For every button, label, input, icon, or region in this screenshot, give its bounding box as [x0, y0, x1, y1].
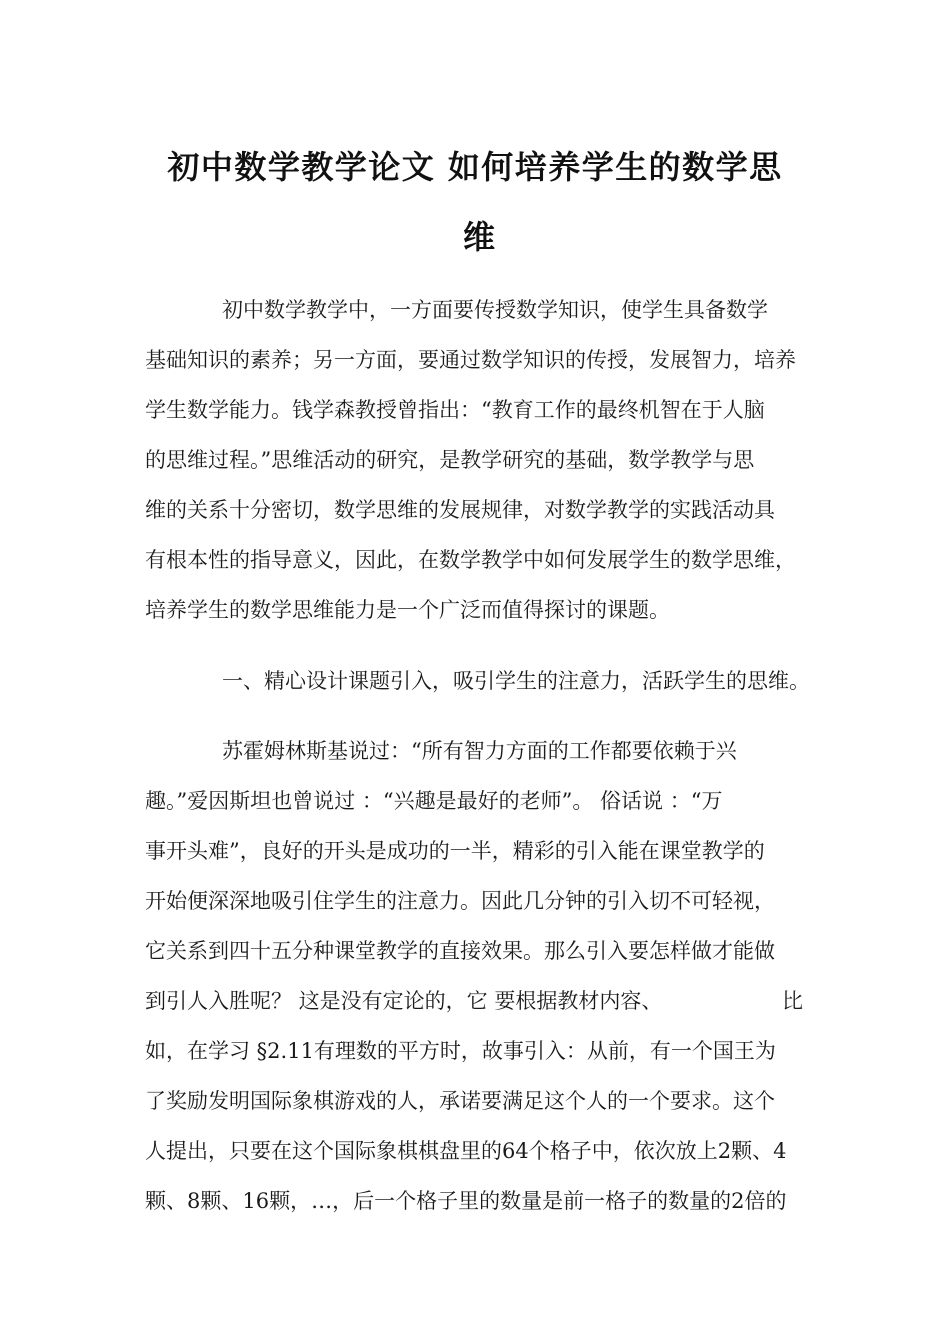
text-line: 它关系到四十五分种课堂教学的直接效果。那么引入要怎样做才能做: [145, 939, 775, 963]
text-line: 到引人入胜呢？ 这是没有定论的，它 要根据教材内容、: [145, 989, 663, 1013]
text-line: 趣。”爱因斯坦也曾说过 ：“兴趣是最好的老师”。 俗话说 ：“万: [145, 789, 723, 813]
text-line: 颗、8颗、16颗，…，后一个格子里的数量是前一格子的数量的2倍的: [145, 1189, 787, 1213]
text-line: 了奖励发明国际象棋游戏的人，承诺要满足这个人的一个要求。这个: [145, 1089, 775, 1113]
text-line: 事开头难”，良好的开头是成功的一半，精彩的引入能在课堂教学的: [145, 839, 765, 863]
text-line: 学生数学能力。钱学森教授曾指出：“教育工作的最终机智在于人脑: [145, 398, 765, 422]
document-title-line-1: 初中数学教学论文 如何培养学生的数学思: [167, 148, 783, 186]
text-line: 初中数学教学中，一方面要传授数学知识，使学生具备数学: [222, 298, 768, 322]
document-title-line-2: 维: [462, 218, 487, 256]
section-heading-1: 一、精心设计课题引入，吸引学生的注意力，活跃学生的思维。: [222, 669, 810, 693]
text-line: 的思维过程。”思维活动的研究，是教学研究的基础，数学教学与思: [145, 448, 755, 472]
text-line: 维的关系十分密切，数学思维的发展规律，对数学教学的实践活动具: [145, 498, 775, 522]
text-line: 基础知识的素养；另一方面，要通过数学知识的传授，发展智力，培养: [145, 348, 796, 372]
text-line: 有根本性的指导意义，因此，在数学教学中如何发展学生的数学思维，: [145, 548, 796, 572]
text-line: 苏霍姆林斯基说过：“所有智力方面的工作都要依赖于兴: [222, 739, 737, 763]
text-line: 培养学生的数学思维能力是一个广泛而值得探讨的课题。: [145, 598, 670, 622]
text-line: 人提出，只要在这个国际象棋棋盘里的64个格子中，依次放上2颗、4: [145, 1139, 787, 1163]
text-line: 开始便深深地吸引住学生的注意力。因此几分钟的引入切不可轻视，: [145, 889, 775, 913]
text-line: 如，在学习 §2.11有理数的平方时，故事引入：从前，有一个国王为: [145, 1039, 776, 1063]
isolated-word: 比: [782, 989, 803, 1013]
